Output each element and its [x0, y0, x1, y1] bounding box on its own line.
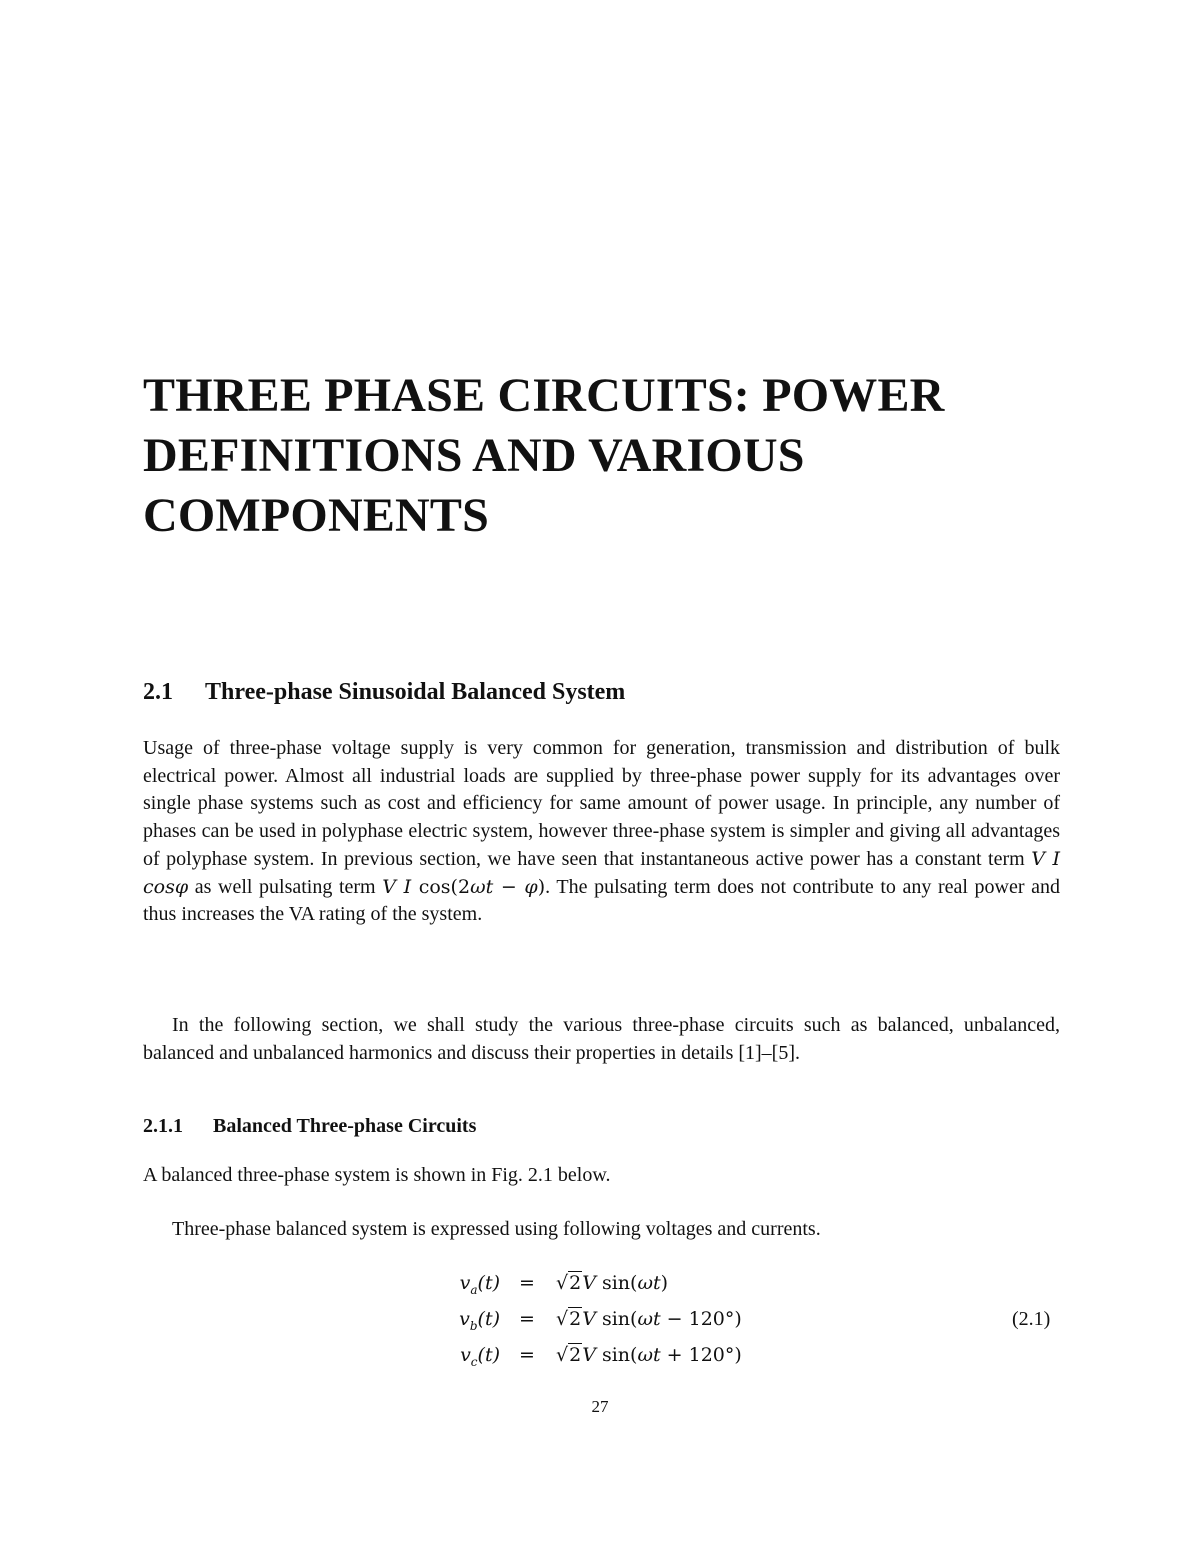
math-pulsating-term-minus: − — [493, 875, 525, 898]
section-number: 2.1 — [143, 679, 173, 705]
paragraph-text: Usage of three-phase voltage supply is very common for generation, transmission and distribution of bulk electrical power. Almost all industrial loads are supplied by three-phase power supply for its advantages over single phase systems such as cost and efficiency for same amount of power usage. In principle, any number of phases can be used in polyphase electric system, however three-phase system is simpler and giving all advantages of polyphase system. In previous section, we have seen that instantaneous active power has a constant term — [143, 737, 1060, 870]
equals-sign: = — [519, 1308, 535, 1330]
section-paragraph-2: In the following section, we shall study the various three-phase circuits such as balanced, unbalanced, balanced and unbalanced harmonics and discuss their properties in details [1]–[5]. — [143, 1014, 1060, 1064]
sqrt-symbol: √ — [556, 1308, 569, 1330]
paragraph-text: as well pulsating term — [188, 875, 383, 898]
equals-sign: = — [519, 1272, 535, 1294]
math-pulsating-term-fn: cos(2 — [411, 875, 471, 898]
paragraph-text: . The pulsating term does not contribute to any real power and thus increases the VA rating of the system. — [143, 875, 1061, 926]
equation-number: (2.1) — [1012, 1308, 1051, 1330]
section-title: Three-phase Sinusoidal Balanced System — [205, 679, 626, 705]
section-heading — [143, 676, 625, 708]
equation-lhs: $v_c(t)$ — [460, 1344, 500, 1369]
sqrt-symbol: √ — [556, 1272, 569, 1294]
math-pulsating-term-arg: ωt — [470, 875, 494, 898]
equation-lhs: $v_a(t)$ — [459, 1272, 500, 1297]
equation-row-va — [0, 1266, 1200, 1300]
chapter-title — [143, 366, 1083, 546]
equation-row-vc — [0, 1338, 1200, 1372]
math-pulsating-term-coef: V I — [382, 875, 412, 898]
equals-sign: = — [519, 1344, 535, 1366]
equation-rhs: √2V sin(ωt − 120°) — [556, 1308, 742, 1330]
subsection-number: 2.1.1 — [143, 1115, 183, 1137]
subsection-paragraph-1: A balanced three-phase system is shown in Fig. 2.1 below. — [143, 1164, 611, 1186]
sqrt-symbol: √ — [556, 1344, 569, 1366]
chapter-title-line-2: DEFINITIONS AND VARIOUS — [143, 429, 805, 482]
equation-rhs: √2V sin(ωt) — [556, 1272, 669, 1294]
subsection-heading — [143, 1112, 476, 1140]
chapter-title-line-3: COMPONENTS — [143, 489, 490, 542]
math-pulsating-term-phi: φ — [524, 875, 538, 898]
equation-rhs: √2V sin(ωt + 120°) — [556, 1344, 742, 1366]
equation-lhs: $v_b(t)$ — [459, 1308, 500, 1333]
math-pulsating-term-close: ) — [537, 875, 546, 898]
subsection-title: Balanced Three-phase Circuits — [213, 1115, 477, 1137]
math-constant-term: V I cosφ — [143, 847, 1060, 898]
page-number: 27 — [591, 1397, 609, 1416]
section-paragraph-1 — [143, 735, 1060, 929]
chapter-title-line-1: THREE PHASE CIRCUITS: POWER — [143, 369, 945, 422]
subsection-paragraph-2: Three-phase balanced system is expressed using following voltages and currents. — [172, 1218, 821, 1240]
